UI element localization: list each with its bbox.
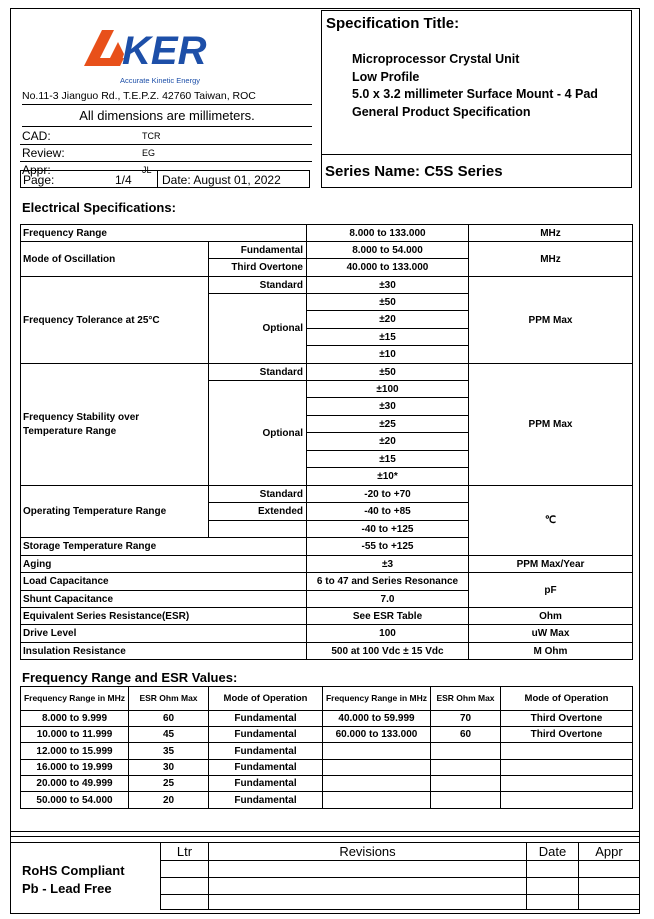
rohs-compliant: RoHS Compliant <box>22 863 125 878</box>
rev-empty-cell <box>578 894 640 910</box>
revision-table <box>160 842 640 910</box>
esr-cell: 16.000 to 19.999 <box>20 759 128 775</box>
esr-cell: 60.000 to 133.000 <box>322 726 430 742</box>
esr-value: See ESR Table <box>306 607 468 624</box>
esr-empty-cell <box>500 759 632 775</box>
lead-free: Pb - Lead Free <box>22 881 112 896</box>
review-label: Review: <box>22 146 65 160</box>
load-value: 6 to 47 and Series Resonance <box>306 572 468 590</box>
electrical-title: Electrical Specifications: <box>22 200 176 215</box>
operating-standard: Standard <box>208 485 306 502</box>
divider <box>10 836 640 837</box>
stability-label <box>20 363 208 485</box>
rev-header-date: Date <box>526 842 578 860</box>
esr-cell: Third Overtone <box>500 726 632 742</box>
freq-range-label: Frequency Range <box>20 224 306 241</box>
esr-cell: 45 <box>128 726 208 742</box>
company-block <box>18 10 313 188</box>
drive-value: 100 <box>306 624 468 642</box>
drive-unit: uW Max <box>468 624 632 642</box>
esr-cell: 10.000 to 11.999 <box>20 726 128 742</box>
esr-cell: 20 <box>128 791 208 808</box>
insulation-label: Insulation Resistance <box>20 642 306 659</box>
stability-label-line-1: Frequency Stability over <box>23 411 140 423</box>
page-row <box>20 170 310 188</box>
drive-label: Drive Level <box>20 624 306 642</box>
stability-standard: Standard <box>208 363 306 380</box>
operating-extended-value: -40 to +85 <box>306 502 468 520</box>
tolerance-standard: Standard <box>208 276 306 293</box>
esr-cell: Fundamental <box>208 742 322 759</box>
cad-value: TCR <box>142 131 161 141</box>
company-address: No.11-3 Jianguo Rd., T.E.P.Z. 42760 Taiwan, ROC <box>22 90 312 105</box>
tolerance-optional-value: ±15 <box>306 328 468 345</box>
esr-cell: Fundamental <box>208 759 322 775</box>
aker-logo-icon <box>80 24 240 70</box>
esr-cell: 50.000 to 54.000 <box>20 791 128 808</box>
esr-cell: 20.000 to 49.999 <box>20 775 128 791</box>
mode-label: Mode of Oscillation <box>20 241 208 276</box>
mode-third: Third Overtone <box>208 258 306 276</box>
freq-range-unit: MHz <box>468 224 632 241</box>
esr-cell: 70 <box>430 710 500 726</box>
stability-optional-value: ±10* <box>306 467 468 485</box>
esr-cell: 25 <box>128 775 208 791</box>
review-row <box>20 145 312 162</box>
stability-label-line-2: Temperature Range <box>23 425 117 437</box>
esr-empty-cell <box>430 775 500 791</box>
operating-standard-value: -20 to +70 <box>306 485 468 502</box>
tolerance-optional-value: ±20 <box>306 310 468 328</box>
stability-standard-value: ±50 <box>306 363 468 380</box>
insulation-value: 500 at 100 Vdc ± 15 Vdc <box>306 642 468 659</box>
operating-unit: ℃ <box>468 485 632 555</box>
rev-empty-cell <box>208 894 526 910</box>
esr-empty-cell <box>322 791 430 808</box>
tolerance-optional: Optional <box>208 293 306 363</box>
esr-cell: 30 <box>128 759 208 775</box>
tolerance-optional-value: ±10 <box>306 345 468 363</box>
rev-header-revisions: Revisions <box>208 842 526 860</box>
stability-unit: PPM Max <box>468 363 632 485</box>
esr-header-cell: ESR Ohm Max <box>128 686 208 710</box>
esr-cell: Fundamental <box>208 710 322 726</box>
storage-label: Storage Temperature Range <box>20 537 306 555</box>
esr-cell: Fundamental <box>208 726 322 742</box>
rev-empty-cell <box>578 860 640 877</box>
rev-empty-cell <box>526 877 578 894</box>
spec-line-2: Low Profile <box>352 69 420 84</box>
stability-optional-value: ±25 <box>306 415 468 432</box>
load-label: Load Capacitance <box>20 572 306 590</box>
esr-header-cell: Frequency Range in MHz <box>322 686 430 710</box>
esr-cell: 8.000 to 9.999 <box>20 710 128 726</box>
shunt-label: Shunt Capacitance <box>20 590 306 607</box>
spec-line-1: Microprocessor Crystal Unit <box>352 52 520 66</box>
esr-header-cell: Mode of Operation <box>208 686 322 710</box>
esr-empty-cell <box>500 742 632 759</box>
rev-header-ltr: Ltr <box>160 842 208 860</box>
esr-cell: Fundamental <box>208 775 322 791</box>
esr-header-cell: Mode of Operation <box>500 686 632 710</box>
esr-table-title: Frequency Range and ESR Values: <box>22 670 238 685</box>
esr-empty-cell <box>322 759 430 775</box>
company-logo <box>80 24 240 86</box>
esr-cell: 40.000 to 59.999 <box>322 710 430 726</box>
company-tagline: Accurate Kinetic Energy <box>119 76 201 85</box>
esr-cell: Fundamental <box>208 791 322 808</box>
esr-table <box>20 686 632 808</box>
page-label: Page: <box>23 173 55 187</box>
shunt-value: 7.0 <box>306 590 468 607</box>
operating-extended: Extended <box>208 502 306 520</box>
esr-unit: Ohm <box>468 607 632 624</box>
rev-header-appr: Appr <box>578 842 640 860</box>
rev-empty-cell <box>160 860 208 877</box>
aging-value: ±3 <box>306 555 468 572</box>
rev-empty-cell <box>578 877 640 894</box>
rev-empty-cell <box>208 860 526 877</box>
esr-cell: 12.000 to 15.999 <box>20 742 128 759</box>
rev-empty-cell <box>208 877 526 894</box>
operating-empty-cell <box>208 520 306 537</box>
esr-cell: Third Overtone <box>500 710 632 726</box>
rev-empty-cell <box>160 894 208 910</box>
stability-optional-value: ±15 <box>306 450 468 467</box>
rev-empty-cell <box>526 894 578 910</box>
esr-header-cell: ESR Ohm Max <box>430 686 500 710</box>
esr-empty-cell <box>500 791 632 808</box>
spec-lines <box>352 51 598 121</box>
electrical-table <box>20 224 632 659</box>
cad-label: CAD: <box>22 129 51 143</box>
freq-range-value: 8.000 to 133.000 <box>306 224 468 241</box>
esr-empty-cell <box>430 742 500 759</box>
tolerance-optional-value: ±50 <box>306 293 468 310</box>
esr-empty-cell <box>430 791 500 808</box>
operating-extra-value: -40 to +125 <box>306 520 468 537</box>
esr-cell: 35 <box>128 742 208 759</box>
stability-optional-value: ±100 <box>306 380 468 397</box>
esr-cell: 60 <box>430 726 500 742</box>
appr-value: JL <box>142 165 152 175</box>
storage-value: -55 to +125 <box>306 537 468 555</box>
tolerance-unit: PPM Max <box>468 276 632 363</box>
appr-label: Appr: <box>22 163 51 177</box>
tolerance-label: Frequency Tolerance at 25°C <box>20 276 208 363</box>
mode-third-value: 40.000 to 133.000 <box>306 258 468 276</box>
rohs-block <box>22 862 125 898</box>
dimensions-note: All dimensions are millimeters. <box>22 108 312 127</box>
review-value: EG <box>142 148 156 158</box>
mode-fundamental-value: 8.000 to 54.000 <box>306 241 468 258</box>
esr-empty-cell <box>430 759 500 775</box>
svg-text:KER: KER <box>122 29 207 70</box>
esr-header-cell: Frequency Range in MHz <box>20 686 128 710</box>
spec-title-block <box>321 10 632 188</box>
insulation-unit: M Ohm <box>468 642 632 659</box>
rev-empty-cell <box>526 860 578 877</box>
series-name: Series Name: C5S Series <box>322 154 631 188</box>
esr-cell: 60 <box>128 710 208 726</box>
rev-empty-cell <box>160 877 208 894</box>
divider <box>10 831 640 832</box>
cad-row <box>20 128 312 145</box>
tolerance-standard-value: ±30 <box>306 276 468 293</box>
spec-line-3: 5.0 x 3.2 millimeter Surface Mount - 4 Pad <box>352 87 598 101</box>
date-text: Date: August 01, 2022 <box>162 173 281 187</box>
capacitance-unit: pF <box>468 572 632 607</box>
stability-optional-value: ±30 <box>306 397 468 415</box>
spec-title: Specification Title: <box>326 15 460 32</box>
page-value: 1/4 <box>115 173 132 187</box>
operating-label: Operating Temperature Range <box>20 485 208 537</box>
aging-label: Aging <box>20 555 306 572</box>
spec-line-4: General Product Specification <box>352 104 531 119</box>
stability-optional-value: ±20 <box>306 432 468 450</box>
esr-label: Equivalent Series Resistance(ESR) <box>20 607 306 624</box>
esr-empty-cell <box>322 775 430 791</box>
stability-optional: Optional <box>208 380 306 485</box>
aging-unit: PPM Max/Year <box>468 555 632 572</box>
esr-empty-cell <box>322 742 430 759</box>
mode-unit: MHz <box>468 241 632 276</box>
mode-fundamental: Fundamental <box>208 241 306 258</box>
esr-empty-cell <box>500 775 632 791</box>
